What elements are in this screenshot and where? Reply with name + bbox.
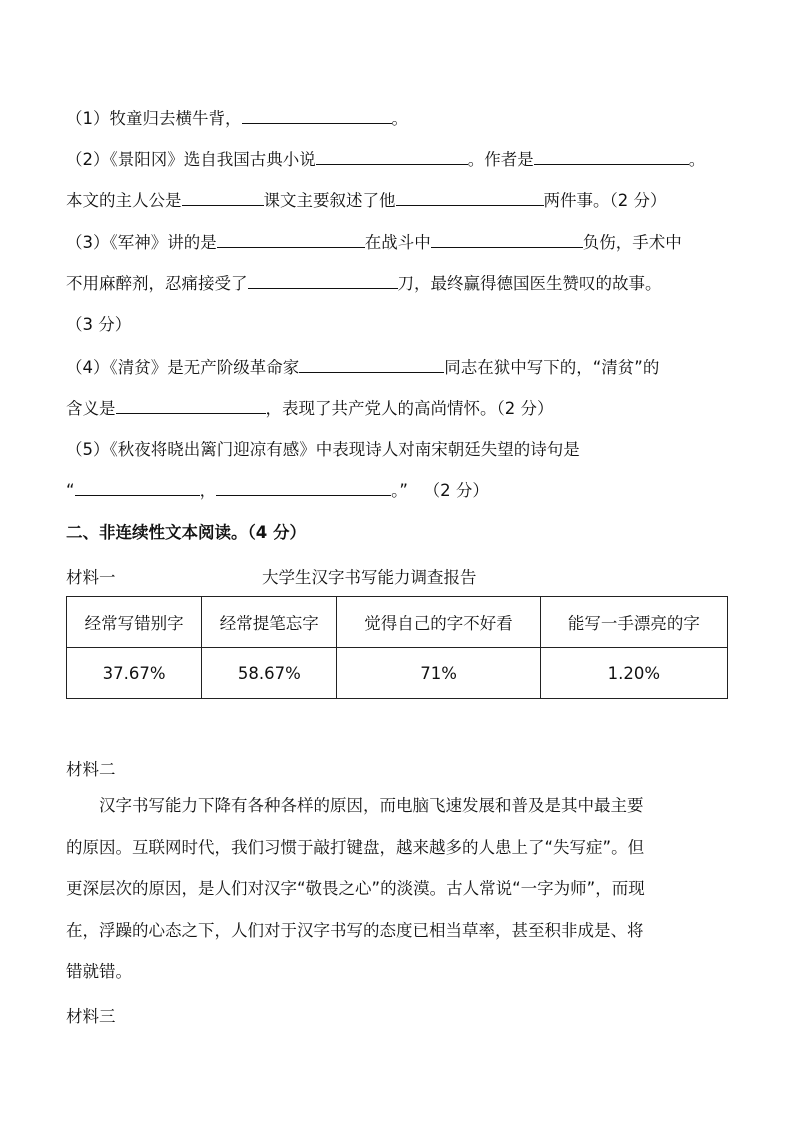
- question-3-line-3: （3 分）: [66, 315, 132, 334]
- table-title: 大学生汉字书写能力调查报告: [262, 568, 477, 587]
- answer-blank[interactable]: [431, 233, 583, 248]
- table-cell: 1.20%: [540, 648, 727, 699]
- question-5-line-1: （5）《秋夜将晓出篱门迎凉有感》中表现诗人对南宋朝廷失望的诗句是: [66, 440, 580, 459]
- question-3-line-1: （3）《军神》讲的是 在战斗中 负伤，手术中: [66, 233, 682, 252]
- answer-blank[interactable]: [299, 358, 444, 373]
- paragraph-line: 的原因。互联网时代，我们习惯于敲打键盘，越来越多的人患上了“失写症”。但: [66, 837, 645, 857]
- paragraph-line: 更深层次的原因，是人们对汉字“敬畏之心”的淡漠。古人常说“一字为师”，而现: [66, 879, 645, 898]
- answer-blank[interactable]: [182, 191, 264, 206]
- question-2-line-1: （2）《景阳冈》选自我国古典小说 。作者是 。: [66, 150, 706, 169]
- paragraph-line: 汉字书写能力下降有各种各样的原因，而电脑飞速发展和普及是其中最主要: [66, 796, 644, 815]
- table-header-row: [67, 597, 728, 648]
- paragraph-line: 在，浮躁的心态之下，人们对于汉字书写的态度已相当草率，甚至积非成是、将: [66, 920, 644, 940]
- table-cell: 37.67%: [67, 648, 202, 699]
- answer-blank[interactable]: [248, 274, 398, 289]
- answer-blank[interactable]: [242, 109, 392, 124]
- table-header-cell: 经常写错别字: [67, 597, 202, 648]
- survey-table: [66, 596, 728, 699]
- answer-blank[interactable]: [217, 233, 365, 248]
- answer-blank[interactable]: [116, 399, 266, 414]
- question-2-line-2: 本文的主人公是 课文主要叙述了他 两件事。（2 分）: [66, 191, 667, 210]
- table-row: [67, 648, 728, 699]
- question-5-line-2: “ ， 。” （2 分）: [66, 481, 489, 500]
- table-header-cell: 能写一手漂亮的字: [540, 597, 727, 648]
- material-2-paragraph: [66, 785, 728, 993]
- material-3-label: 材料三: [66, 1007, 116, 1026]
- question-1-text: （1）牧童归去横牛背，: [66, 109, 242, 128]
- question-1: （1）牧童归去横牛背， 。: [66, 109, 408, 128]
- answer-blank[interactable]: [216, 481, 391, 496]
- answer-blank[interactable]: [396, 191, 544, 206]
- table-cell: 71%: [337, 648, 540, 699]
- answer-blank[interactable]: [316, 150, 468, 165]
- table-header-cell: 经常提笔忘字: [202, 597, 337, 648]
- table-header-cell: 觉得自己的字不好看: [337, 597, 540, 648]
- question-4-line-2: 含义是 ，表现了共产党人的高尚情怀。（2 分）: [66, 399, 554, 418]
- section-heading: 二、非连续性文本阅读。（4 分）: [66, 523, 306, 542]
- answer-blank[interactable]: [75, 481, 200, 496]
- table-cell: 58.67%: [202, 648, 337, 699]
- material-1-label: 材料一: [66, 568, 116, 587]
- question-3-line-2: 不用麻醉剂，忍痛接受了 刀，最终赢得德国医生赞叹的故事。: [66, 274, 662, 293]
- paragraph-line: 错就错。: [66, 962, 132, 981]
- material-2-label: 材料二: [66, 760, 116, 779]
- question-4-line-1: （4）《清贫》是无产阶级革命家 同志在狱中写下的，“清贫”的: [66, 358, 660, 377]
- answer-blank[interactable]: [534, 150, 689, 165]
